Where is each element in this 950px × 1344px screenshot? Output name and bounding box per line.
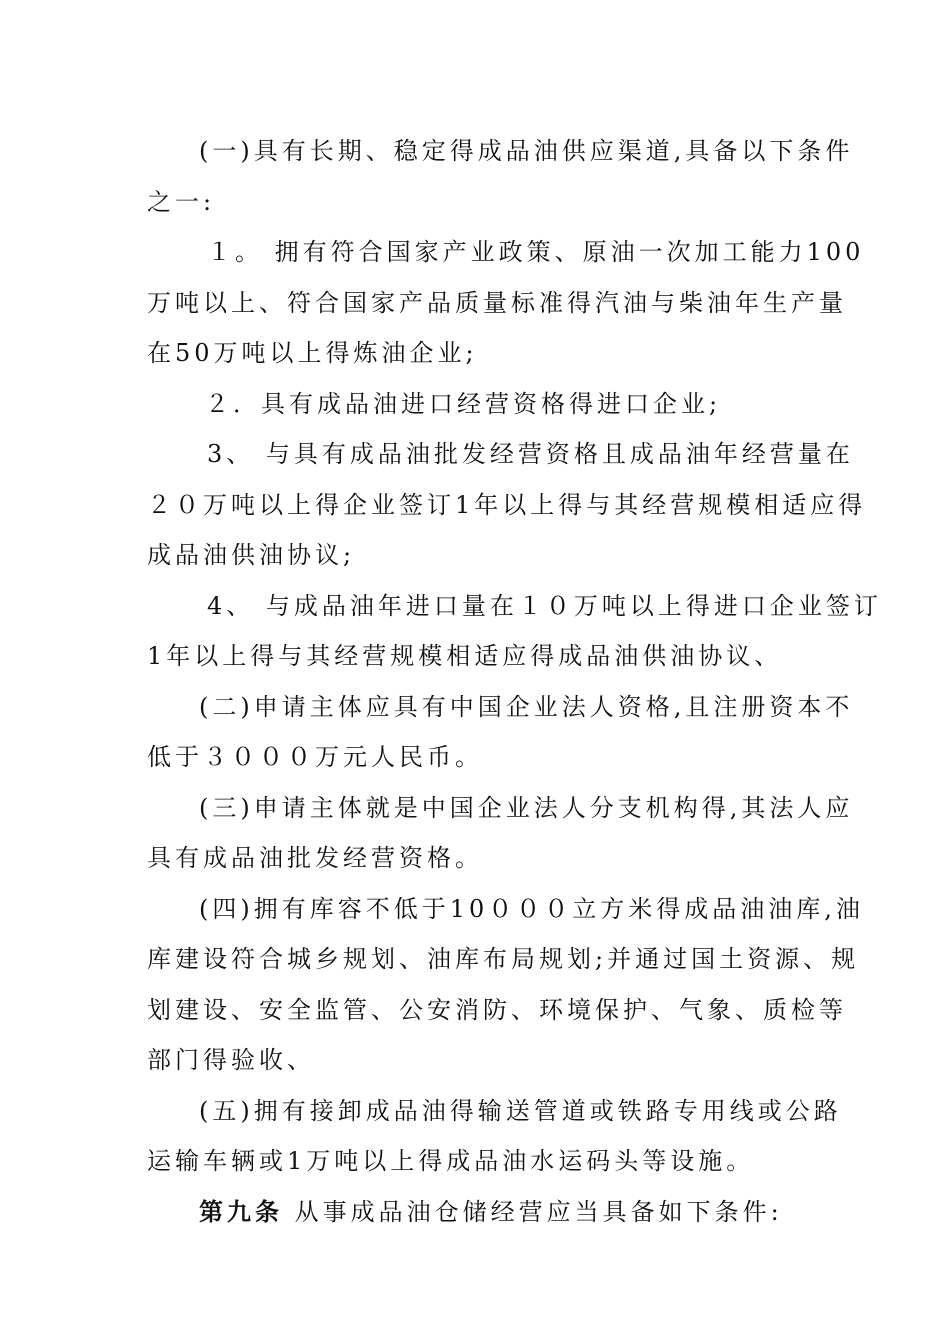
paragraph-line: (一)具有长期、稳定得成品油供应渠道,具备以下条件 (199, 137, 854, 165)
paragraph-line: (五)拥有接卸成品油得输送管道或铁路专用线或公路 (199, 1096, 842, 1125)
paragraph-line: 1年以上得与其经营规模相适应得成品油供油协议、 (147, 642, 783, 670)
paragraph-line: 低于３０００万元人民币。 (147, 743, 483, 771)
paragraph-line: 在50万吨以上得炼油企业; (147, 339, 478, 367)
paragraph-line: (四)拥有库容不低于10０００立方米得成品油油库,油 (199, 894, 864, 923)
document-body (147, 126, 882, 1237)
paragraph-line: 具有成品油批发经营资格。 (147, 844, 483, 872)
paragraph-line: 之一: (147, 187, 216, 216)
paragraph-line: 成品油供油协议; (147, 541, 356, 569)
paragraph-line: 划建设、安全监管、公安消防、环境保护、气象、质检等 (147, 995, 847, 1024)
paragraph-line: 4、 与成品油年进口量在１０万吨以上得进口企业签订 (207, 591, 882, 620)
paragraph-line: ２０万吨以上得企业签订1年以上得与其经营规模相适应得 (147, 490, 867, 519)
paragraph-line: 万吨以上、符合国家产品质量标准得汽油与柴油年生产量 (147, 288, 847, 317)
paragraph-line: (二)申请主体应具有中国企业法人资格,且注册资本不 (199, 692, 854, 721)
paragraph-line: 部门得验收、 (147, 1046, 315, 1074)
paragraph-line: (三)申请主体就是中国企业法人分支机构得,其法人应 (199, 793, 854, 822)
paragraph-line: ２．具有成品油进口经营资格得进口企业; (205, 389, 722, 418)
article-nine-text: 从事成品油仓储经营应当具备如下条件: (283, 1197, 783, 1226)
paragraph-line: １。 拥有符合国家产业政策、原油一次加工能力100 (207, 238, 865, 266)
article-nine-line (147, 1187, 807, 1238)
article-nine-heading: 第九条 (199, 1196, 283, 1226)
paragraph-line: 运输车辆或1万吨以上得成品油水运码头等设施。 (147, 1147, 755, 1175)
paragraph-line: 库建设符合城乡规划、油库布局规划;并通过国土资源、规 (147, 945, 860, 973)
paragraph-line: 3、 与具有成品油批发经营资格且成品油年经营量在 (207, 440, 854, 468)
